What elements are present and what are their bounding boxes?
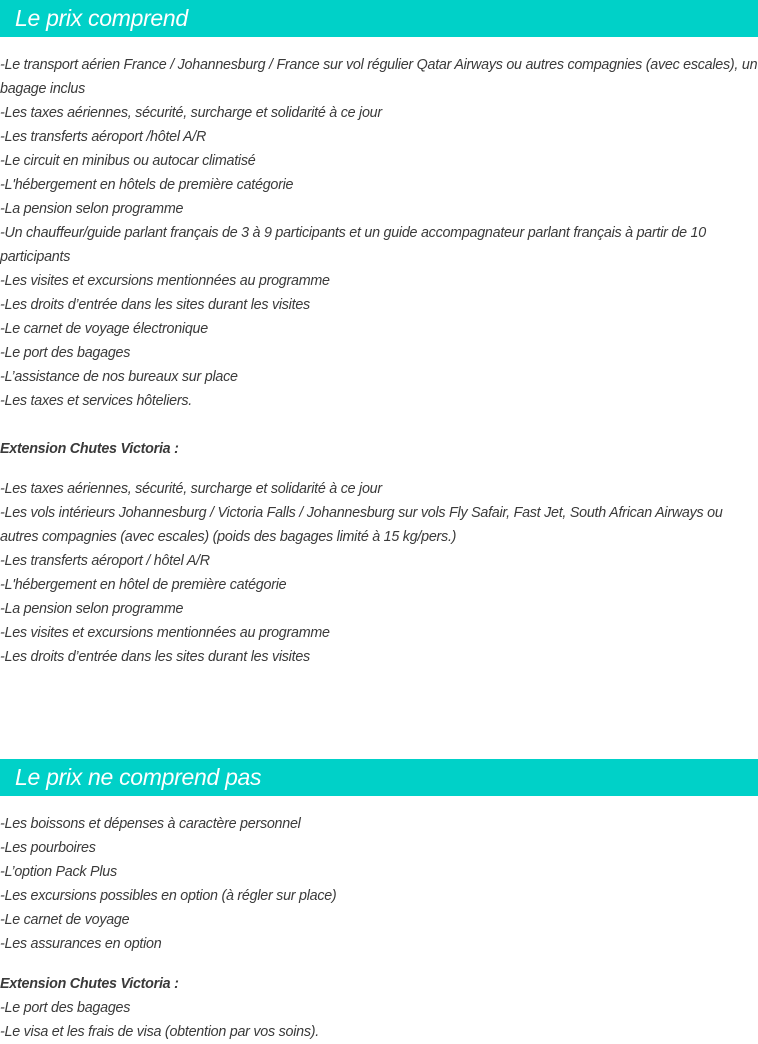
excludes-section-header bbox=[0, 759, 758, 796]
excludes-extension-title: Extension Chutes Victoria : bbox=[0, 976, 179, 992]
excludes-section-title: Le prix ne comprend pas bbox=[15, 764, 262, 790]
list-item: -Les taxes et services hôteliers. bbox=[0, 393, 192, 409]
list-item: -L’option Pack Plus bbox=[0, 864, 117, 880]
excludes-list bbox=[0, 812, 758, 956]
includes-section-header bbox=[0, 0, 758, 37]
list-item: -Les droits d’entrée dans les sites durant les visites bbox=[0, 297, 310, 313]
list-item: -Le transport aérien France / Johannesburg / France sur vol régulier Qatar Airways ou autres compagnies (avec escales), un bagage inclus bbox=[0, 57, 758, 97]
list-item: -Le carnet de voyage bbox=[0, 912, 130, 928]
list-item: -Le carnet de voyage électronique bbox=[0, 321, 208, 337]
list-item: -L'hébergement en hôtel de première catégorie bbox=[0, 577, 287, 593]
list-item: -Les visites et excursions mentionnées au programme bbox=[0, 625, 330, 641]
list-item: -Le circuit en minibus ou autocar climatisé bbox=[0, 153, 256, 169]
list-item: -Les taxes aériennes, sécurité, surcharge et solidarité à ce jour bbox=[0, 105, 382, 121]
list-item: -L'hébergement en hôtels de première catégorie bbox=[0, 177, 294, 193]
list-item: -La pension selon programme bbox=[0, 601, 184, 617]
list-item: -Les transferts aéroport /hôtel A/R bbox=[0, 129, 207, 145]
list-item: -L’assistance de nos bureaux sur place bbox=[0, 369, 238, 385]
includes-section-title: Le prix comprend bbox=[15, 5, 188, 31]
list-item: -Les excursions possibles en option (à régler sur place) bbox=[0, 888, 337, 904]
list-item: -Le port des bagages bbox=[0, 345, 131, 361]
excludes-extension-list bbox=[0, 996, 758, 1044]
list-item: -Le visa et les frais de visa (obtention par vos soins). bbox=[0, 1024, 319, 1040]
includes-extension-list bbox=[0, 477, 758, 669]
list-item: -Les taxes aériennes, sécurité, surcharge et solidarité à ce jour bbox=[0, 481, 382, 497]
list-item: -Les transferts aéroport / hôtel A/R bbox=[0, 553, 210, 569]
list-item: -Le port des bagages bbox=[0, 1000, 131, 1016]
list-item: -La pension selon programme bbox=[0, 201, 184, 217]
list-item: -Les vols intérieurs Johannesburg / Victoria Falls / Johannesburg sur vols Fly Safair, Fast Jet, South African Airways ou autres compagnies (avec escales) (poids des bagages limité à 15 kg/pers.) bbox=[0, 505, 723, 545]
list-item: -Les assurances en option bbox=[0, 936, 162, 952]
list-item: -Un chauffeur/guide parlant français de 3 à 9 participants et un guide accompagnateur parlant français à partir de 10 participants bbox=[0, 225, 706, 265]
list-item: -Les droits d’entrée dans les sites durant les visites bbox=[0, 649, 310, 665]
list-item: -Les boissons et dépenses à caractère personnel bbox=[0, 816, 301, 832]
includes-extension-title: Extension Chutes Victoria : bbox=[0, 441, 179, 457]
includes-list bbox=[0, 53, 758, 413]
list-item: -Les visites et excursions mentionnées au programme bbox=[0, 273, 330, 289]
list-item: -Les pourboires bbox=[0, 840, 96, 856]
